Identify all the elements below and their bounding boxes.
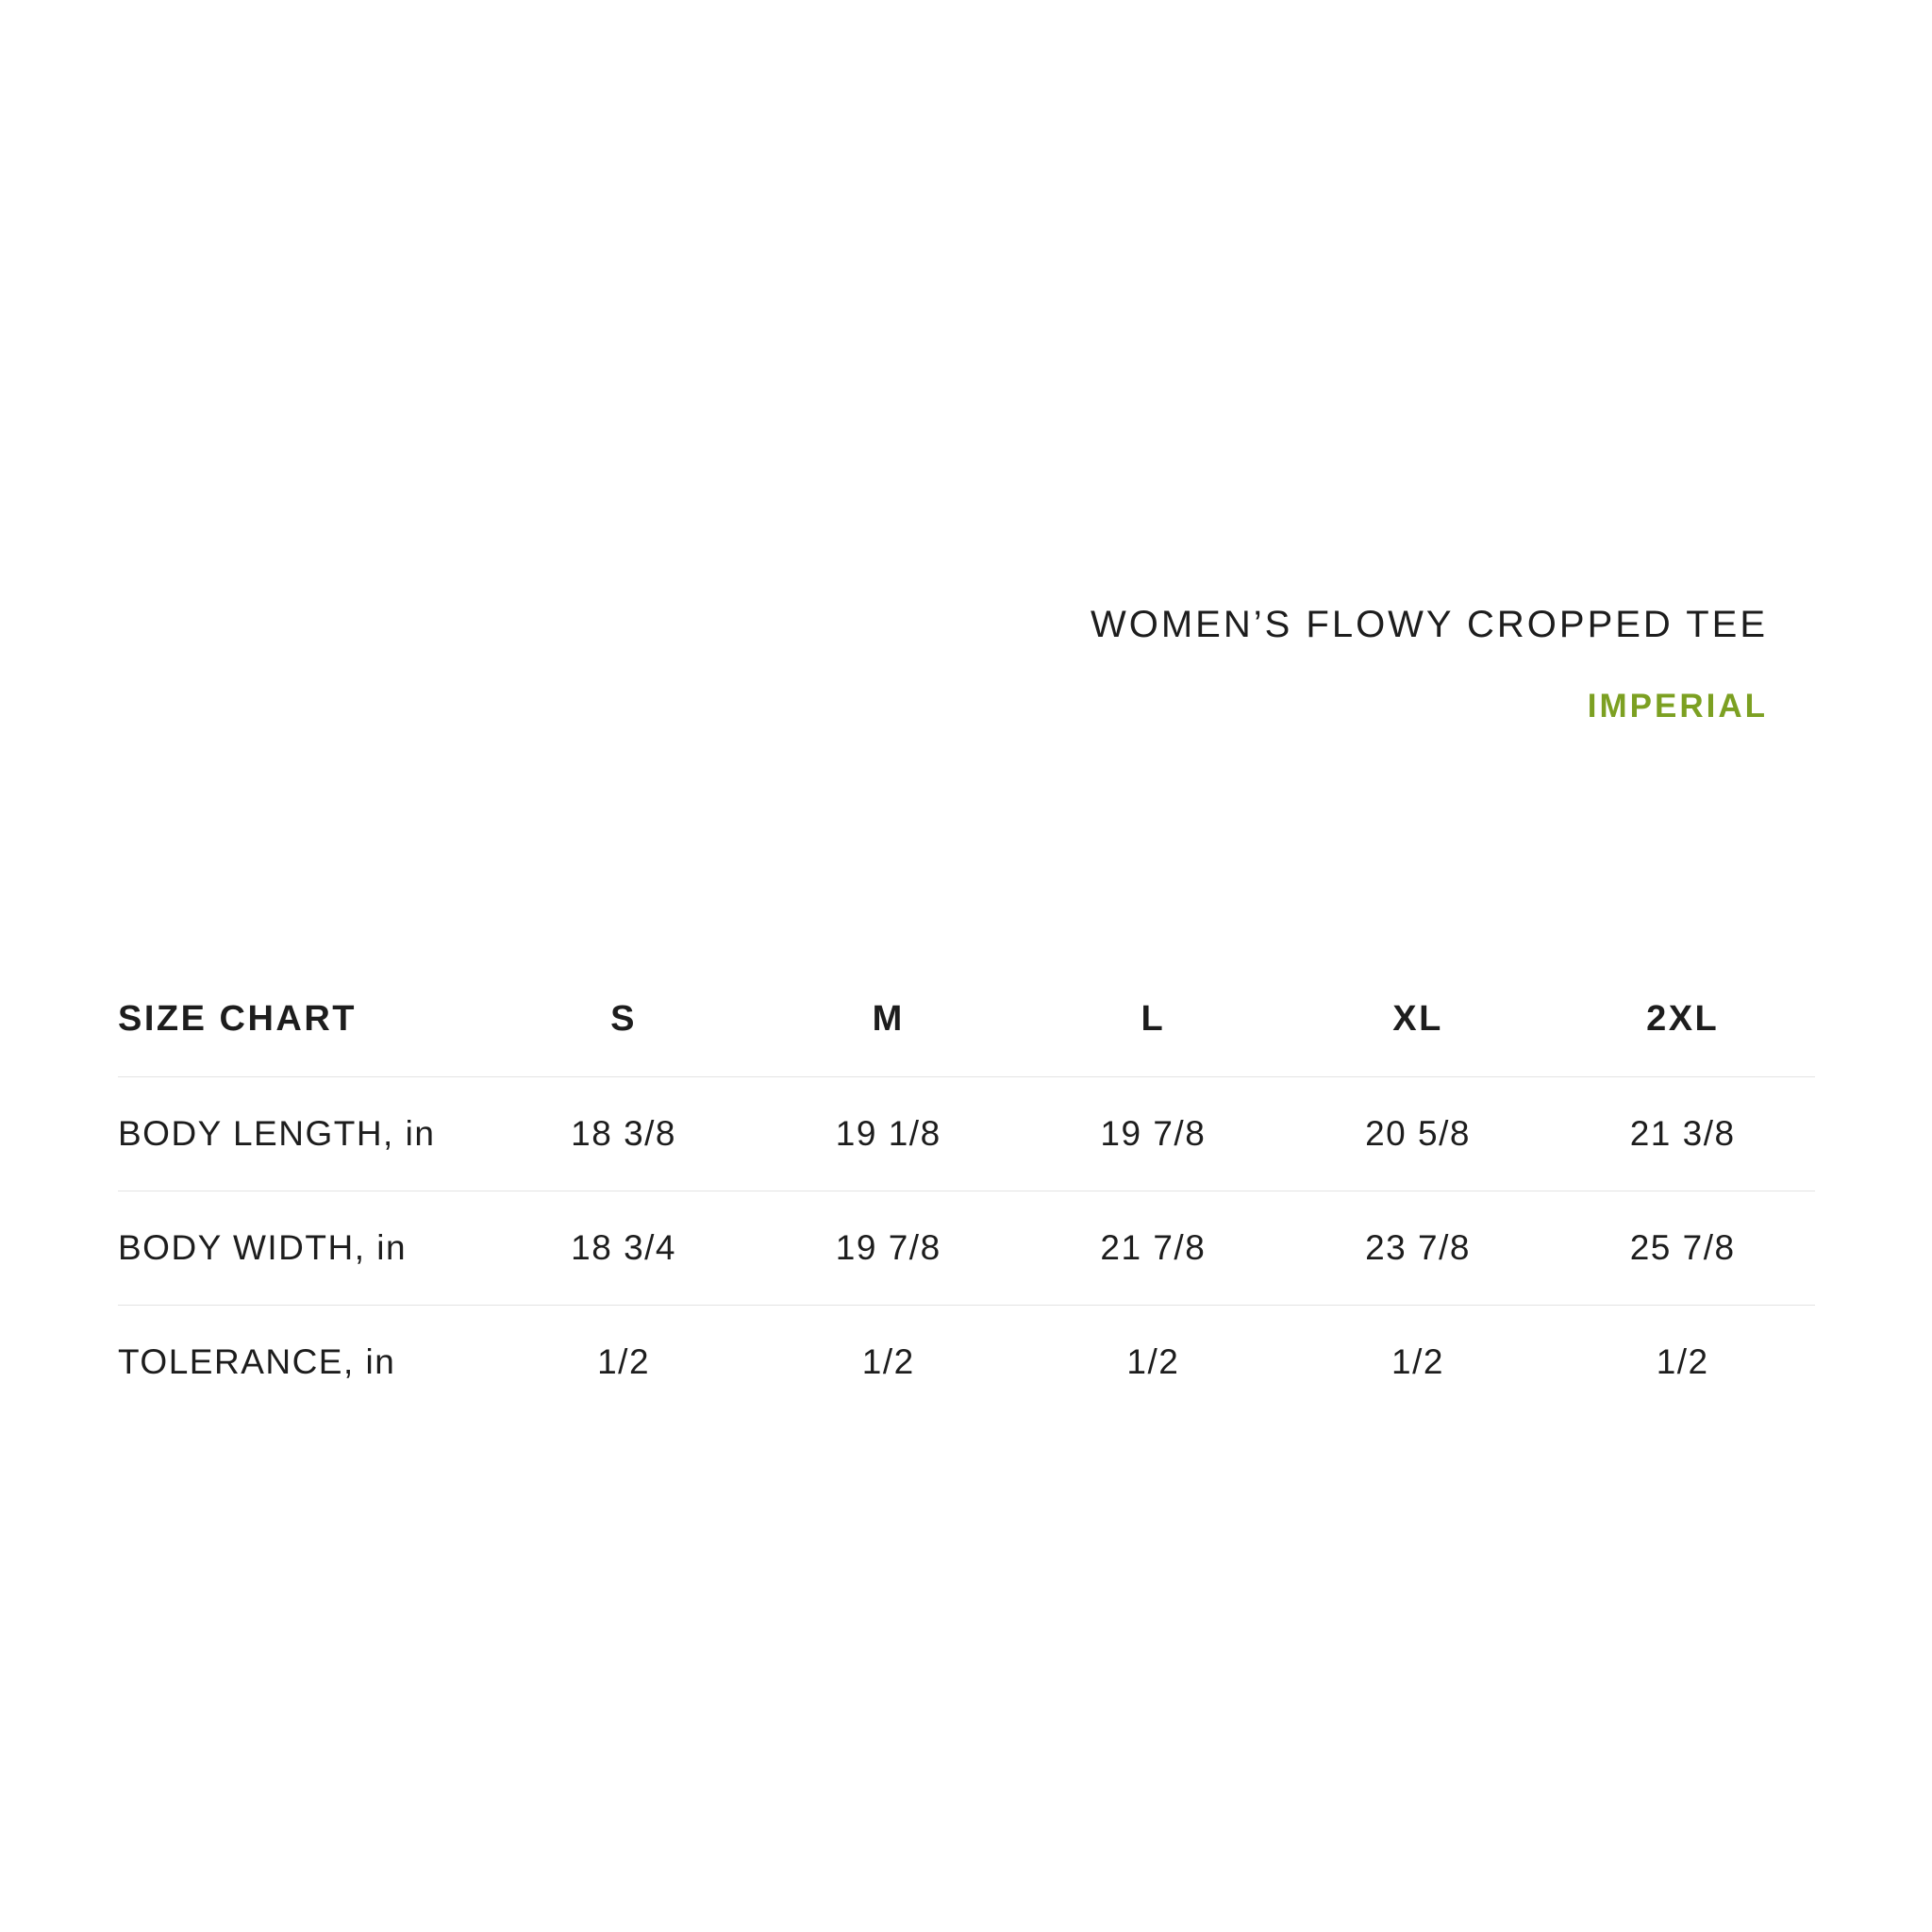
cell-tolerance-2xl: 1/2 — [1656, 1341, 1709, 1381]
row-label: BODY LENGTH, in — [118, 1113, 436, 1153]
row-label: BODY WIDTH, in — [118, 1227, 408, 1267]
column-header-xl: XL — [1392, 998, 1443, 1039]
table-row-body-width — [118, 1191, 1815, 1305]
cell-tolerance-xl: 1/2 — [1391, 1341, 1444, 1381]
column-header-m: M — [872, 998, 905, 1039]
cell-body-length-l: 19 7/8 — [1100, 1113, 1207, 1153]
column-header-l: L — [1141, 998, 1166, 1039]
cell-body-width-s: 18 3/4 — [571, 1227, 677, 1267]
cell-body-width-2xl: 25 7/8 — [1629, 1227, 1736, 1267]
unit-system-label: IMPERIAL — [1587, 688, 1768, 724]
cell-body-length-xl: 20 5/8 — [1365, 1113, 1471, 1153]
cell-body-length-m: 19 1/8 — [835, 1113, 941, 1153]
row-label: TOLERANCE, in — [118, 1341, 396, 1381]
cell-tolerance-s: 1/2 — [597, 1341, 651, 1381]
size-chart-table — [118, 962, 1815, 1419]
table-row-tolerance — [118, 1305, 1815, 1419]
size-chart-title: SIZE CHART — [118, 998, 357, 1039]
column-header-2xl: 2XL — [1646, 998, 1720, 1039]
column-header-s: S — [610, 998, 638, 1039]
table-row-body-length — [118, 1076, 1815, 1191]
title-block — [1091, 604, 1768, 725]
size-chart-header-row — [118, 962, 1815, 1076]
cell-body-width-xl: 23 7/8 — [1365, 1227, 1471, 1267]
cell-body-width-l: 21 7/8 — [1100, 1227, 1207, 1267]
product-title: WOMEN’S FLOWY CROPPED TEE — [1090, 604, 1768, 645]
cell-tolerance-m: 1/2 — [861, 1341, 915, 1381]
cell-body-length-s: 18 3/8 — [571, 1113, 677, 1153]
cell-tolerance-l: 1/2 — [1126, 1341, 1180, 1381]
cell-body-length-2xl: 21 3/8 — [1629, 1113, 1736, 1153]
cell-body-width-m: 19 7/8 — [835, 1227, 941, 1267]
